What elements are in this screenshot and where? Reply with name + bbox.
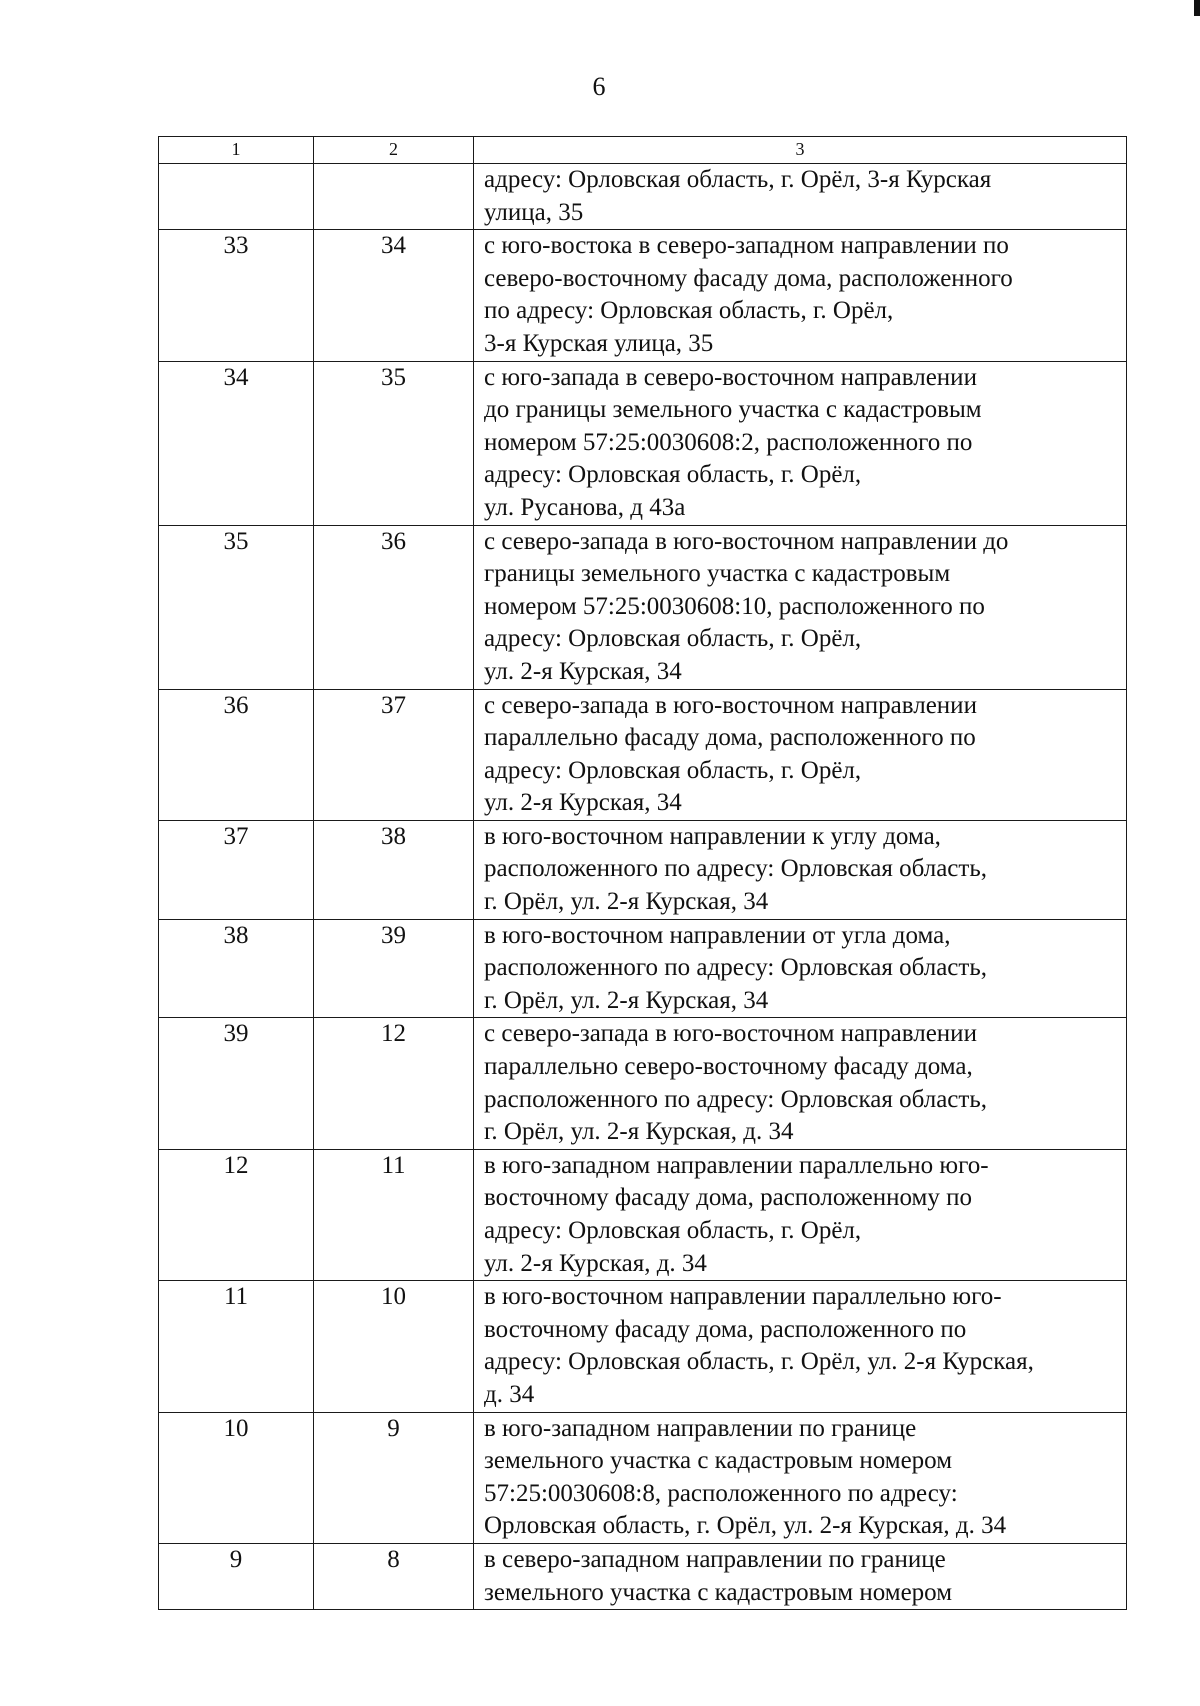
point-to: 9 bbox=[314, 1412, 474, 1543]
table-row bbox=[159, 820, 1127, 919]
point-to: 36 bbox=[314, 525, 474, 689]
point-from: 33 bbox=[159, 230, 314, 361]
table-header bbox=[159, 137, 1127, 164]
description-line: с северо-запада в юго-восточном направлении bbox=[484, 1020, 977, 1048]
description-line: адресу: Орловская область, г. Орёл, bbox=[484, 1217, 862, 1244]
boundary-description bbox=[474, 1018, 1127, 1149]
point-to: 38 bbox=[314, 820, 474, 919]
description-line: восточному фасаду дома, расположенному по bbox=[484, 1184, 972, 1212]
header-row bbox=[159, 137, 1127, 164]
description-line: ул. 2-я Курская, д. 34 bbox=[484, 1249, 707, 1277]
description-line: в северо-западном направлении по границе bbox=[484, 1545, 946, 1573]
table-body bbox=[159, 164, 1127, 1610]
point-from: 11 bbox=[159, 1281, 314, 1412]
description-line: адресу: Орловская область, г. Орёл, 3-я Курская bbox=[484, 166, 992, 193]
description-line: расположенного по адресу: Орловская область, bbox=[484, 855, 987, 883]
boundary-description bbox=[474, 919, 1127, 1018]
boundary-description bbox=[474, 689, 1127, 820]
description-line: в юго-восточном направлении от угла дома, bbox=[484, 921, 951, 949]
boundary-description bbox=[474, 361, 1127, 525]
description-line: г. Орёл, ул. 2-я Курская, 34 bbox=[484, 888, 769, 916]
description-line: земельного участка с кадастровым номером bbox=[484, 1578, 953, 1606]
point-to: 12 bbox=[314, 1018, 474, 1149]
description-line: 57:25:0030608:8, расположенного по адресу: bbox=[484, 1479, 958, 1507]
point-from: 39 bbox=[159, 1018, 314, 1149]
point-to: 8 bbox=[314, 1543, 474, 1609]
table-row bbox=[159, 525, 1127, 689]
description-line: по адресу: Орловская область, г. Орёл, bbox=[484, 297, 894, 325]
description-line: северо-восточному фасаду дома, расположенного bbox=[484, 264, 1013, 292]
description-line: расположенного по адресу: Орловская область, bbox=[484, 1085, 987, 1113]
point-from: 9 bbox=[159, 1543, 314, 1609]
description-line: 3-я Курская улица, 35 bbox=[484, 329, 714, 357]
point-to bbox=[314, 164, 474, 230]
description-line: ул. 2-я Курская, 34 bbox=[484, 789, 682, 817]
boundary-description bbox=[474, 164, 1127, 230]
description-line: до границы земельного участка с кадастровым bbox=[484, 396, 982, 424]
description-line: г. Орёл, ул. 2-я Курская, 34 bbox=[484, 986, 769, 1014]
point-from: 38 bbox=[159, 919, 314, 1018]
description-line: г. Орёл, ул. 2-я Курская, д. 34 bbox=[484, 1118, 794, 1146]
description-line: параллельно фасаду дома, расположенного по bbox=[484, 724, 976, 752]
description-line: д. 34 bbox=[484, 1380, 535, 1408]
table-row bbox=[159, 689, 1127, 820]
description-line: номером 57:25:0030608:2, расположенного по bbox=[484, 428, 973, 456]
point-to: 10 bbox=[314, 1281, 474, 1412]
description-line: параллельно северо-восточному фасаду дома, bbox=[484, 1053, 973, 1081]
description-line: с северо-запада в юго-восточном направлении bbox=[484, 691, 977, 719]
table-row bbox=[159, 1281, 1127, 1412]
point-from: 12 bbox=[159, 1149, 314, 1280]
point-from: 35 bbox=[159, 525, 314, 689]
table-row bbox=[159, 164, 1127, 230]
point-from bbox=[159, 164, 314, 230]
description-line: с северо-запада в юго-восточном направлении до bbox=[484, 527, 1009, 555]
boundary-table bbox=[158, 136, 1127, 1610]
boundary-description bbox=[474, 1149, 1127, 1280]
description-line: ул. 2-я Курская, 34 bbox=[484, 657, 682, 685]
description-line: адресу: Орловская область, г. Орёл, bbox=[484, 625, 862, 653]
boundary-description bbox=[474, 1281, 1127, 1412]
description-line: восточному фасаду дома, расположенного по bbox=[484, 1315, 967, 1343]
description-line: номером 57:25:0030608:10, расположенного по bbox=[484, 592, 985, 620]
header-col-2: 2 bbox=[314, 137, 474, 164]
point-to: 39 bbox=[314, 919, 474, 1018]
description-line: границы земельного участка с кадастровым bbox=[484, 560, 951, 588]
description-line: адресу: Орловская область, г. Орёл, bbox=[484, 756, 862, 784]
point-from: 10 bbox=[159, 1412, 314, 1543]
table-row bbox=[159, 1018, 1127, 1149]
description-line: адресу: Орловская область, г. Орёл, ул. 2-я Курская, bbox=[484, 1348, 1034, 1376]
boundary-description bbox=[474, 1412, 1127, 1543]
point-from: 36 bbox=[159, 689, 314, 820]
point-from: 34 bbox=[159, 361, 314, 525]
boundary-description bbox=[474, 820, 1127, 919]
description-line: с юго-востока в северо-западном направлении по bbox=[484, 232, 1009, 260]
header-col-3: 3 bbox=[474, 137, 1127, 164]
table-row bbox=[159, 361, 1127, 525]
point-to: 35 bbox=[314, 361, 474, 525]
description-line: земельного участка с кадастровым номером bbox=[484, 1447, 953, 1475]
point-to: 11 bbox=[314, 1149, 474, 1280]
description-line: с юго-запада в северо-восточном направлении bbox=[484, 363, 977, 391]
description-line: в юго-западном направлении по границе bbox=[484, 1414, 917, 1442]
description-line: ул. Русанова, д 43а bbox=[484, 493, 686, 521]
header-col-1: 1 bbox=[159, 137, 314, 164]
table-row bbox=[159, 919, 1127, 1018]
table-row bbox=[159, 1543, 1127, 1609]
point-to: 34 bbox=[314, 230, 474, 361]
description-line: в юго-восточном направлении к углу дома, bbox=[484, 822, 941, 850]
page-number: 6 bbox=[592, 72, 606, 101]
description-line: Орловская область, г. Орёл, ул. 2-я Курская, д. 34 bbox=[484, 1512, 1007, 1540]
table-row bbox=[159, 230, 1127, 361]
boundary-description bbox=[474, 230, 1127, 361]
scan-edge-mark bbox=[1194, 0, 1200, 16]
boundary-description bbox=[474, 525, 1127, 689]
point-to: 37 bbox=[314, 689, 474, 820]
point-from: 37 bbox=[159, 820, 314, 919]
table-row bbox=[159, 1412, 1127, 1543]
description-line: адресу: Орловская область, г. Орёл, bbox=[484, 461, 862, 489]
description-line: расположенного по адресу: Орловская область, bbox=[484, 954, 987, 982]
description-line: улица, 35 bbox=[484, 198, 584, 226]
description-line: в юго-восточном направлении параллельно юго- bbox=[484, 1283, 1002, 1311]
table-row bbox=[159, 1149, 1127, 1280]
description-line: в юго-западном направлении параллельно юго- bbox=[484, 1151, 989, 1179]
boundary-description bbox=[474, 1543, 1127, 1609]
